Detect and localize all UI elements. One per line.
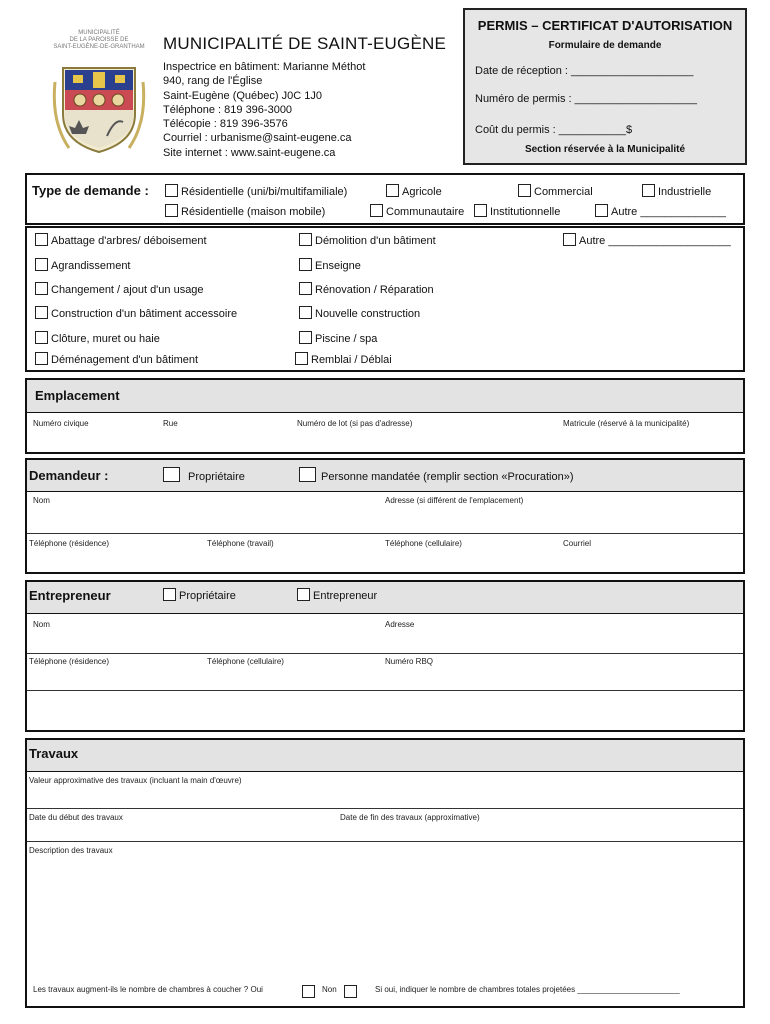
permit-cost-field[interactable]: Coût du permis : ___________$: [475, 124, 633, 136]
logo-text: MUNICIPALITÉ DE LA PAROISSE DE SAINT-EUGÈNE-DE-GRANTHAM: [53, 30, 145, 50]
checkbox[interactable]: [35, 352, 48, 365]
contractor-header: [27, 582, 743, 614]
contractor-title: Entrepreneur: [29, 588, 111, 603]
work-moving-building-option[interactable]: Déménagement d'un bâtiment: [35, 352, 198, 366]
checkbox[interactable]: [165, 204, 178, 217]
checkbox[interactable]: [370, 204, 383, 217]
checkbox[interactable]: [299, 331, 312, 344]
works-end-date-field[interactable]: Date de fin des travaux (approximative): [340, 813, 480, 822]
checkbox[interactable]: [35, 282, 48, 295]
works-header: [27, 740, 743, 772]
contractor-contractor-option[interactable]: Entrepreneur: [297, 588, 377, 602]
applicant-address-field[interactable]: Adresse (si différent de l'emplacement): [385, 496, 524, 505]
applicant-owner-option[interactable]: Propriétaire: [163, 467, 245, 483]
request-type-label: Type de demande :: [32, 183, 149, 198]
work-type-section: [25, 226, 745, 372]
applicant-header: [27, 460, 743, 492]
coat-of-arms-icon: [49, 62, 149, 156]
type-other-option[interactable]: Autre ______________: [595, 204, 726, 218]
website-link[interactable]: Site internet : www.saint-eugene.ca: [163, 146, 336, 159]
rooms-question: Les travaux augment-ils le nombre de chambres à coucher ? Oui: [33, 985, 263, 994]
work-other-option[interactable]: Autre ____________________: [563, 233, 731, 247]
checkbox[interactable]: [299, 467, 316, 482]
checkbox[interactable]: [299, 282, 312, 295]
work-pool-option[interactable]: Piscine / spa: [299, 331, 377, 345]
checkbox[interactable]: [518, 184, 531, 197]
divider: [27, 533, 743, 534]
type-residential-option[interactable]: Résidentielle (uni/bi/multifamiliale): [165, 184, 347, 198]
checkbox[interactable]: [642, 184, 655, 197]
contractor-owner-option[interactable]: Propriétaire: [163, 588, 236, 602]
checkbox[interactable]: [474, 204, 487, 217]
works-start-date-field[interactable]: Date du début des travaux: [29, 813, 123, 822]
checkbox[interactable]: [35, 306, 48, 319]
work-extension-option[interactable]: Agrandissement: [35, 258, 131, 272]
inspector-line: Inspectrice en bâtiment: Marianne Méthot: [163, 61, 366, 73]
checkbox[interactable]: [563, 233, 576, 246]
applicant-title: Demandeur :: [29, 468, 109, 483]
rooms-no-label: Non: [322, 985, 337, 994]
works-title: Travaux: [29, 746, 79, 761]
contractor-address-field[interactable]: Adresse: [385, 620, 415, 629]
permit-title: PERMIS – CERTIFICAT D'AUTORISATION: [477, 18, 733, 33]
work-renovation-option[interactable]: Rénovation / Réparation: [299, 282, 434, 296]
checkbox[interactable]: [295, 352, 308, 365]
works-description-field[interactable]: Description des travaux: [29, 846, 113, 855]
checkbox[interactable]: [386, 184, 399, 197]
work-tree-cutting-option[interactable]: Abattage d'arbres/ déboisement: [35, 233, 207, 247]
works-section: [25, 738, 745, 1008]
location-title: Emplacement: [35, 388, 120, 403]
checkbox[interactable]: [344, 985, 357, 998]
checkbox[interactable]: [35, 258, 48, 271]
civic-number-field[interactable]: Numéro civique: [33, 419, 89, 428]
reception-date-field[interactable]: Date de réception : ____________________: [475, 65, 694, 77]
work-fence-option[interactable]: Clôture, muret ou haie: [35, 331, 160, 345]
request-type-section: [25, 173, 745, 225]
checkbox[interactable]: [302, 985, 315, 998]
type-industrial-option[interactable]: Industrielle: [642, 184, 711, 198]
divider: [27, 808, 743, 809]
phone-line: Téléphone : 819 396-3000: [163, 103, 293, 116]
permit-number-field[interactable]: Numéro de permis : ____________________: [475, 93, 697, 105]
checkbox[interactable]: [299, 306, 312, 319]
location-section: [25, 378, 745, 454]
reserved-note: Section réservée à la Municipalité: [524, 144, 686, 155]
contractor-section: [25, 580, 745, 732]
type-institutional-option[interactable]: Institutionnelle: [474, 204, 560, 218]
applicant-section: [25, 458, 745, 574]
divider: [27, 841, 743, 842]
checkbox[interactable]: [165, 184, 178, 197]
checkbox[interactable]: [595, 204, 608, 217]
applicant-work-phone-field[interactable]: Téléphone (travail): [207, 539, 274, 548]
type-commercial-option[interactable]: Commercial: [518, 184, 593, 198]
applicant-mandated-option[interactable]: Personne mandatée (remplir section «Procuration»): [299, 467, 574, 483]
work-new-construction-option[interactable]: Nouvelle construction: [299, 306, 420, 320]
contractor-name-field[interactable]: Nom: [33, 620, 50, 629]
checkbox[interactable]: [297, 588, 310, 601]
checkbox[interactable]: [299, 233, 312, 246]
works-value-field[interactable]: Valeur approximative des travaux (incluant la main d'œuvre): [29, 776, 242, 785]
divider: [27, 690, 743, 691]
work-sign-option[interactable]: Enseigne: [299, 258, 361, 272]
applicant-email-field[interactable]: Courriel: [563, 539, 592, 548]
email-link[interactable]: Courriel : urbanisme@saint-eugene.ca: [163, 132, 352, 145]
contractor-home-phone-field[interactable]: Téléphone (résidence): [29, 657, 110, 666]
work-change-use-option[interactable]: Changement / ajout d'un usage: [35, 282, 204, 296]
fax-line: Télécopie : 819 396-3576: [163, 118, 288, 131]
checkbox[interactable]: [163, 467, 180, 482]
rooms-no-checkbox[interactable]: [344, 983, 360, 1001]
municipal-logo: [44, 26, 154, 156]
permit-subtitle: Formulaire de demande: [548, 40, 662, 51]
work-backfill-option[interactable]: Remblai / Déblai: [295, 352, 392, 366]
checkbox[interactable]: [163, 588, 176, 601]
rooms-yes-checkbox[interactable]: [302, 983, 318, 1001]
divider: [27, 653, 743, 654]
lot-number-field[interactable]: Numéro de lot (si pas d'adresse): [297, 419, 413, 428]
contractor-rbq-field[interactable]: Numéro RBQ: [385, 657, 434, 666]
work-demolition-option[interactable]: Démolition d'un bâtiment: [299, 233, 436, 247]
contractor-cell-phone-field[interactable]: Téléphone (cellulaire): [207, 657, 284, 666]
type-agricultural-option[interactable]: Agricole: [386, 184, 442, 198]
rooms-total-field[interactable]: Si oui, indiquer le nombre de chambres totales projetées _______________________: [375, 985, 680, 994]
municipality-name: MUNICIPALITÉ DE SAINT-EUGÈNE: [163, 34, 446, 53]
checkbox[interactable]: [35, 331, 48, 344]
address-line: 940, rang de l'Église: [163, 75, 263, 88]
contact-block: [163, 60, 365, 160]
applicant-name-field[interactable]: Nom: [33, 496, 50, 505]
work-accessory-building-option[interactable]: Construction d'un bâtiment accessoire: [35, 306, 237, 320]
roll-number-field[interactable]: Matricule (réservé à la municipalité): [563, 419, 690, 428]
permit-box: [463, 8, 747, 165]
type-mobile-home-option[interactable]: Résidentielle (maison mobile): [165, 204, 325, 218]
applicant-home-phone-field[interactable]: Téléphone (résidence): [29, 539, 110, 548]
checkbox[interactable]: [299, 258, 312, 271]
type-community-option[interactable]: Communautaire: [370, 204, 464, 218]
location-header: [27, 380, 743, 413]
checkbox[interactable]: [35, 233, 48, 246]
city-line: Saint-Eugène (Québec) J0C 1J0: [163, 89, 322, 102]
applicant-cell-phone-field[interactable]: Téléphone (cellulaire): [385, 539, 462, 548]
street-field[interactable]: Rue: [163, 419, 178, 428]
